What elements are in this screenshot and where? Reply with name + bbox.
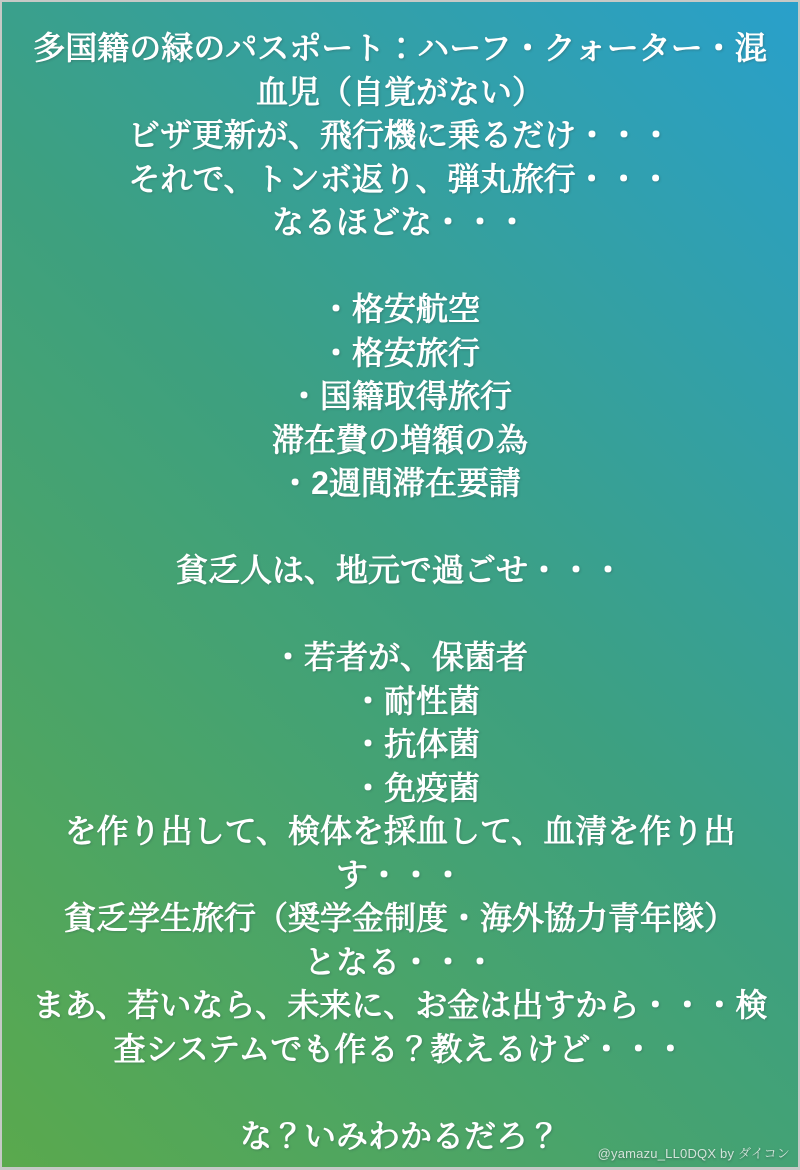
poster-text-line: ・免疫菌 [319,769,480,806]
poster-text-line: ・格安旅行 [319,334,480,371]
poster-text-line: 滞在費の増額の為 [271,421,528,458]
poster-text-line [2,506,798,550]
poster-text-line [2,1071,798,1115]
poster-text-line: まあ、若いなら、未来に、お金は出すから・・・検 [32,987,768,1023]
poster-text-line: ビザ更新が、飛行機に乗るだけ・・・ [127,117,672,153]
poster-text-line: ・国籍取得旅行 [287,378,512,414]
poster-text-line: 多国籍の緑のパスポート：ハーフ・クォーター・混 [33,30,767,66]
poster-text-line [2,245,798,289]
poster-text-line: なるほどな・・・ [271,204,528,240]
poster-text-line: ・格安航空 [319,291,480,327]
poster-text-line [2,593,798,637]
poster-text-line: ・若者が、保菌者 [271,639,528,675]
poster-text-line: ・耐性菌 [319,682,480,719]
poster-text-block [2,2,798,1158]
poster-text-line: 血児（自覚がない） [255,73,544,110]
watermark-credit: @yamazu_LL0DQX by ダイコン [597,1146,790,1161]
poster-text-line: 査システムでも作る？教えるけど・・・ [113,1030,687,1067]
poster-text-line: となる・・・ [303,943,496,980]
poster-text-line: それで、トンボ返り、弾丸旅行・・・ [128,160,672,197]
poster-text-line: を作り出して、検体を採血して、血清を作り出 [64,813,736,849]
poster-text-line: ・抗体菌 [319,726,480,762]
poster-text-line: す・・・ [335,856,464,893]
poster-text-line: な？いみわかるだろ？ [239,1117,560,1154]
poster-text-line: ・2週間滞在要請 [279,465,521,501]
poster-text-line: 貧乏学生旅行（奨学金制度・海外協力青年隊） [63,900,736,936]
poster-text-line: 貧乏人は、地元で過ごせ・・・ [175,552,624,588]
